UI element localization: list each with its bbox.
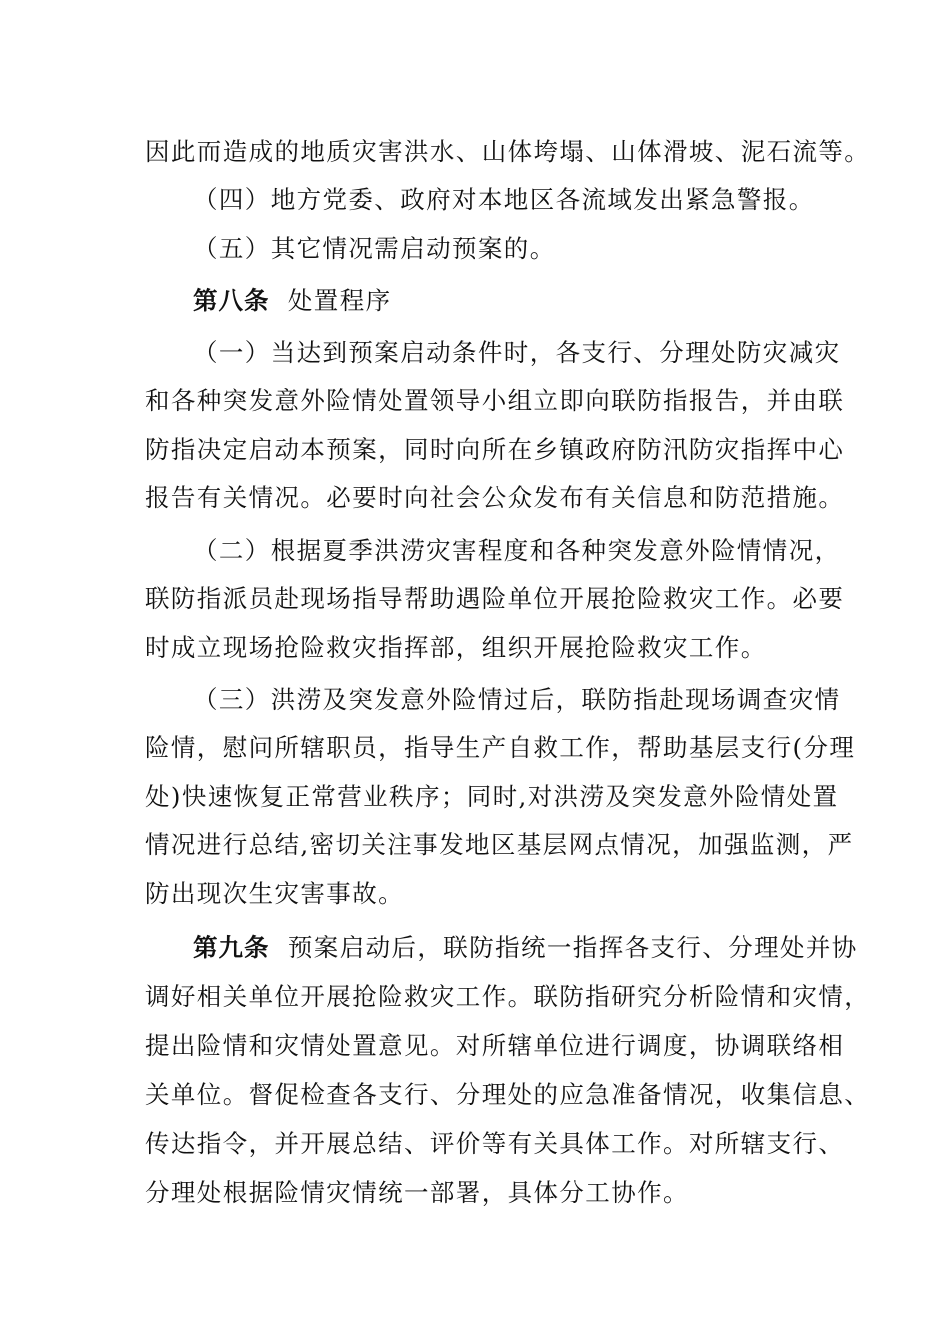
article-9-number: 第九条 [193, 933, 270, 962]
clause-five: （五）其它情况需启动预案的。 [193, 234, 556, 263]
article-8-title: 处置程序 [287, 286, 392, 315]
clause-three-line-4: 情况进行总结,密切关注事发地区基层网点情况，加强监测，严 [145, 830, 854, 859]
article-9-line-4: 关单位。督促检查各支行、分理处的应急准备情况，收集信息、 [145, 1080, 871, 1109]
clause-four: （四）地方党委、政府对本地区各流域发出紧急警报。 [193, 185, 815, 214]
clause-three-line-1: （三）洪涝及突发意外险情过后，联防指赴现场调查灾情 [193, 685, 841, 714]
article-8-heading-line [193, 283, 392, 319]
clause-one-line-3: 防指决定启动本预案，同时向所在乡镇政府防汛防灾指挥中心 [145, 435, 845, 464]
clause-three-line-2: 险情，慰问所辖职员，指导生产自救工作，帮助基层支行(分理 [145, 733, 856, 762]
paragraph-line: 因此而造成的地质灾害洪水、山体垮塌、山体滑坡、泥石流等。 [145, 137, 871, 166]
clause-one-line-1: （一）当达到预案启动条件时，各支行、分理处防灾减灾 [193, 338, 841, 367]
clause-two-line-1: （二）根据夏季洪涝灾害程度和各种突发意外险情情况， [193, 536, 841, 565]
clause-three-line-5: 防出现次生灾害事故。 [145, 879, 404, 908]
clause-two-line-3: 时成立现场抢险救灾指挥部，组织开展抢险救灾工作。 [145, 633, 767, 662]
article-9-text-start: 预案启动后，联防指统一指挥各支行、分理处并协 [287, 933, 858, 962]
article-9-line-5: 传达指令，并开展总结、评价等有关具体工作。对所辖支行、 [145, 1129, 845, 1158]
article-9-line-1 [193, 930, 858, 966]
clause-one-line-2: 和各种突发意外险情处置领导小组立即向联防指报告，并由联 [145, 386, 845, 415]
article-9-line-2: 调好相关单位开展抢险救灾工作。联防指研究分析险情和灾情， [145, 982, 871, 1011]
clause-three-line-3: 处)快速恢复正常营业秩序；同时,对洪涝及突发意外险情处置 [145, 782, 839, 811]
article-8-number: 第八条 [193, 286, 270, 315]
article-9-line-6: 分理处根据险情灾情统一部署，具体分工协作。 [145, 1178, 689, 1207]
clause-two-line-2: 联防指派员赴现场指导帮助遇险单位开展抢险救灾工作。必要 [145, 584, 845, 613]
article-9-line-3: 提出险情和灾情处置意见。对所辖单位进行调度，协调联络相 [145, 1031, 845, 1060]
clause-one-line-4: 报告有关情况。必要时向社会公众发布有关信息和防范措施。 [145, 483, 845, 512]
